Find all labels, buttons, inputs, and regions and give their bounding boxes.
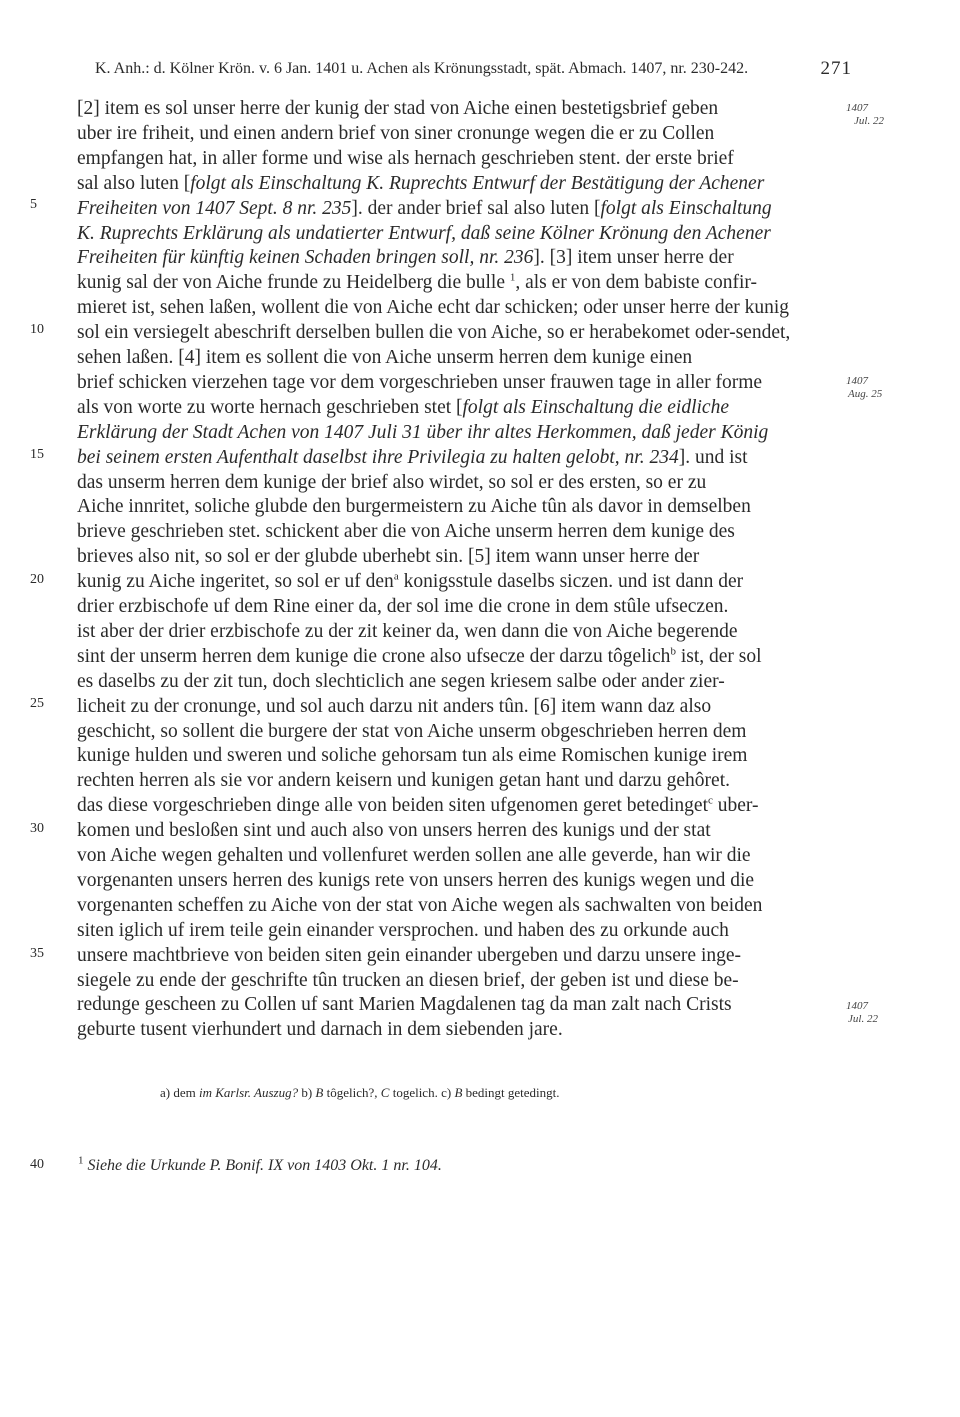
text-run: sint der unserm herren dem kunige die crone also ufsecze der darzu tôgelich: [77, 645, 671, 667]
text-run: Freiheiten für künftig keinen Schaden bringen soll, nr. 236: [77, 247, 534, 269]
text-run: geschicht, so sollent die burgere der stat von Aiche unserm obgeschrieben herren dem: [77, 720, 747, 742]
text-run: licheit zu der cronunge, und sol auch darzu nit anders tûn. [6] item wann daz also: [77, 695, 712, 717]
text-run: folgt als Einschaltung die eidliche: [462, 396, 729, 418]
text-line: [77, 742, 849, 770]
text-line: [77, 444, 849, 472]
text-run: ]. und ist: [678, 446, 748, 468]
text-line: [77, 817, 849, 845]
margin-date: [846, 375, 906, 401]
text-line: [77, 394, 849, 422]
text-line: [77, 244, 849, 272]
text-line: [77, 693, 849, 721]
text-run: siten iglich uf irem teile gein einander versprochen. und haben des zu orkunde auch: [77, 919, 729, 941]
text-line: [77, 145, 849, 173]
text-line: [77, 95, 849, 123]
text-run: ist aber der drier erzbischofe zu der zit keiner da, wen dann die von Aiche begerende: [77, 620, 738, 642]
line-number: 25: [30, 696, 44, 711]
text-run: K. Ruprechts Erklärung als undatierter Entwurf, daß seine Kölner Krönung den Achener: [77, 222, 771, 244]
line-number: 35: [30, 946, 44, 961]
margin-date: [846, 1000, 906, 1026]
text-run: Aiche innritet, soliche glubde den burgermeistern zu Aiche tûn als davor in demselben: [77, 496, 751, 518]
text-run: bedingt getedingt.: [462, 1085, 560, 1100]
text-line: [77, 518, 849, 546]
text-run: b): [298, 1085, 316, 1100]
text-run: geburte tusent vierhundert und darnach in dem siebenden jare.: [77, 1019, 563, 1041]
text-line: [77, 842, 849, 870]
footnote-marker: c: [708, 794, 713, 807]
text-run: brief schicken vierzehen tage vor dem vorgeschrieben unser frauwen tage in aller forme: [77, 371, 763, 393]
text-line: [77, 917, 849, 945]
footnote-1: [78, 1154, 678, 1175]
margin-day: Jul. 22: [848, 1013, 878, 1025]
footnote-marker: a: [393, 570, 399, 583]
text-line: [77, 991, 849, 1019]
text-run: redunge gescheen zu Collen uf sant Marien Magdalenen tag da man zalt nach Crists: [77, 994, 732, 1016]
footnote-text: Siehe die Urkunde P. Bonif. IX von 1403 Okt. 1 nr. 104.: [87, 1157, 442, 1174]
text-run: folgt als Einschaltung: [600, 197, 772, 219]
text-run: unsere machtbrieve von beiden siten gein einander ubergeben und darzu unsere inge-: [77, 944, 742, 966]
text-line: [77, 668, 849, 696]
text-run: [2] item es sol unser herre der kunig der stad von Aiche einen bestetigsbrief geben: [77, 98, 719, 119]
text-run: es daselbs zu der zit tun, doch slechticlich ane segen kriesem salbe oder ander zier-: [77, 670, 725, 692]
text-run: folgt als Einschaltung K. Ruprechts Entwurf der Bestätigung der Achener: [190, 172, 765, 194]
text-run: mieret ist, sehen laßen, wollent die von Aiche echt dar schicken; oder unser herre der kunig: [77, 297, 790, 319]
text-line: [77, 369, 849, 397]
text-run: Freiheiten von 1407 Sept. 8 nr. 235: [77, 197, 352, 219]
text-run: sal also luten [: [77, 172, 191, 194]
margin-day: Aug. 25: [848, 388, 883, 400]
line-number: 5: [30, 197, 37, 212]
text-line: [77, 319, 849, 347]
text-run: bei seinem ersten Aufenthalt daselbst ihre Privilegia zu halten gelobt, nr. 234: [77, 446, 679, 468]
text-run: B: [454, 1085, 463, 1100]
text-line: [77, 892, 849, 920]
text-run: konigsstule daselbs siczen. und ist dann der: [398, 571, 744, 593]
text-line: [77, 568, 849, 596]
text-run: sehen laßen. [4] item es sollent die von Aiche unserm herren dem kunige einen: [77, 347, 693, 368]
text-run: ]. [3] item unser herre der: [533, 247, 734, 269]
text-run: sol ein versiegelt abeschrift derselben bullen die von Aiche, so er herabekomet oder-sendet,: [77, 322, 791, 344]
text-line: [77, 120, 849, 148]
text-run: drier erzbischofe uf dem Rine einer da, der sol ime die crone in dem stûle ufseczen.: [77, 596, 729, 617]
text-run: siegele zu ende der geschrifte tûn trucken an diesen brief, der geben ist und diese be-: [77, 969, 739, 991]
line-number: 20: [30, 572, 44, 587]
footnote-marker: 1: [509, 271, 516, 284]
text-line: [77, 269, 849, 297]
text-line: [77, 493, 849, 521]
text-line: [77, 419, 849, 447]
text-line: [77, 220, 849, 248]
text-line: [77, 967, 849, 995]
page-number: 271: [820, 58, 852, 79]
text-run: von Aiche wegen gehalten und vollenfuret werden sollen ane alle geverde, han wir die: [77, 845, 751, 866]
text-line: [77, 344, 849, 372]
text-run: a) dem: [160, 1085, 199, 1100]
line-number: 40: [30, 1157, 44, 1172]
critical-apparatus: [160, 1085, 760, 1101]
text-line: [77, 593, 849, 621]
footnote-marker: 1: [78, 1154, 84, 1167]
text-run: vorgenanten scheffen zu Aiche von der stat von Aiche wegen als sachwalten von beiden: [77, 894, 763, 916]
text-run: B: [315, 1085, 324, 1100]
line-number: 10: [30, 322, 44, 337]
text-run: C: [380, 1085, 390, 1100]
margin-day: Jul. 22: [854, 115, 884, 127]
margin-date: [846, 102, 906, 128]
text-run: als von worte zu worte hernach geschrieben stet [: [77, 396, 463, 418]
text-run: das diese vorgeschrieben dinge alle von beiden siten ufgenomen geret betedinget: [77, 795, 709, 817]
text-run: , als er von dem babiste confir-: [515, 272, 758, 294]
text-run: empfangen hat, in aller forme und wise als hernach geschrieben stent. der erste brief: [77, 147, 734, 169]
text-run: rechten herren als sie vor andern keisern und kunigen getan hant und darzu gehôret.: [77, 770, 731, 792]
line-number: 30: [30, 821, 44, 836]
text-run: Erklärung der Stadt Achen von 1407 Juli 31 über ihr altes Herkommen, daß jeder König: [77, 421, 769, 443]
text-run: im Karlsr. Auszug?: [198, 1085, 299, 1100]
text-run: brieves also nit, so sol er der glubde uberhebt sin. [5] item wann unser herre der: [77, 546, 700, 568]
text-line: [77, 543, 849, 571]
text-run: uber ire friheit, und einen andern brief von siner cronunge wegen die er zu Collen: [77, 122, 715, 144]
margin-year: 1407: [846, 375, 868, 387]
text-line: [77, 195, 849, 223]
text-line: [77, 1016, 849, 1044]
text-run: kunig zu Aiche ingeritet, so sol er uf den: [77, 571, 394, 593]
footnote-marker: b: [670, 645, 676, 658]
text-run: das unserm herren dem kunige der brief also wirdet, so sol er des ersten, so er zu: [77, 471, 707, 493]
text-line: [77, 767, 849, 795]
text-line: [77, 867, 849, 895]
text-run: komen und besloßen sint und auch also von unsers herren des kunigs und der stat: [77, 820, 711, 842]
text-run: tôgelich?,: [323, 1085, 381, 1100]
text-line: [77, 170, 849, 198]
text-line: [77, 792, 849, 820]
text-line: [77, 643, 849, 671]
text-run: togelich. c): [389, 1085, 455, 1100]
text-run: ]. der ander brief sal also luten [: [351, 197, 601, 219]
text-run: uber-: [712, 795, 759, 817]
text-run: kunige hulden und sweren und soliche gehorsam tun als eime Romischen kunige irem: [77, 745, 748, 767]
margin-year: 1407: [846, 102, 868, 114]
text-line: [77, 718, 849, 746]
line-number: 15: [30, 447, 44, 462]
text-run: ist, der sol: [675, 645, 762, 667]
running-header: K. Anh.: d. Kölner Krön. v. 6 Jan. 1401 u. Achen als Krönungsstadt, spät. Abmach. 1407, nr. 230-242.: [95, 60, 749, 77]
text-line: [77, 294, 849, 322]
text-line: [77, 618, 849, 646]
text-run: vorgenanten unsers herren des kunigs rete von unsers herren des kunigs wegen und die: [77, 869, 755, 891]
text-line: [77, 469, 849, 497]
text-line: [77, 942, 849, 970]
margin-year: 1407: [846, 1000, 868, 1012]
text-run: brieve geschrieben stet. schickent aber die von Aiche unserm herren dem kunige des: [77, 521, 735, 543]
text-run: kunig sal der von Aiche frunde zu Heidelberg die bulle: [77, 272, 510, 294]
